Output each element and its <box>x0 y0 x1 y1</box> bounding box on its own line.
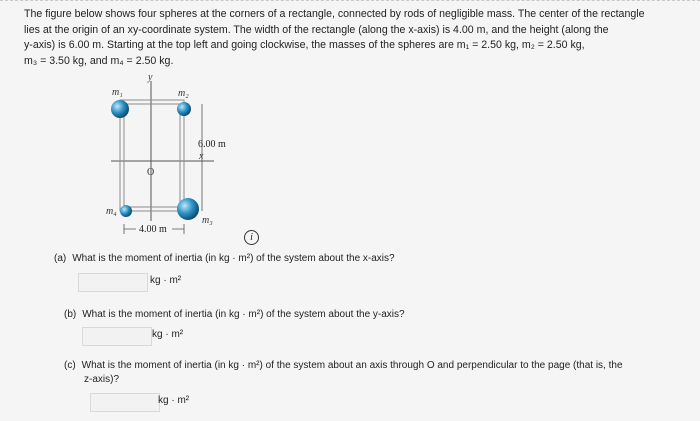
sphere-m1 <box>111 100 129 118</box>
question-c-text: What is the moment of inertia (in kg · m²) of the system about an axis through O and perpendicular to the page (that is, the <box>81 360 623 371</box>
question-c-label: (c) <box>64 360 76 371</box>
question-a <box>54 253 395 264</box>
x-axis-label: x <box>199 151 204 162</box>
m3-label: m₃ <box>202 215 213 226</box>
rectangle-diagram <box>106 71 251 241</box>
question-b-text: What is the moment of inertia (in kg · m²) of the system about the y-axis? <box>82 309 405 320</box>
m1-label: m₁ <box>112 87 123 98</box>
y-axis-label: y <box>148 72 153 83</box>
answer-a-input[interactable] <box>78 273 148 292</box>
statement-line-2: lies at the origin of an xy-coordinate system. The width of the rectangle (along the x-axis) is 4.00 m, and the height (along the <box>24 23 609 36</box>
statement-line-4: m₃ = 3.50 kg, and m₄ = 2.50 kg. <box>24 54 174 67</box>
units-c: kg · m² <box>158 395 190 406</box>
spheres-figure <box>106 71 251 241</box>
m4-label: m₄ <box>106 206 117 217</box>
problem-statement <box>24 7 694 69</box>
width-label: 4.00 m <box>139 224 167 235</box>
question-c-text-2: z-axis)? <box>84 374 120 385</box>
statement-line-3: y-axis) is 6.00 m. Starting at the top left and going clockwise, the masses of the spheres are m₁ = 2.50 kg, m₂ = 2.50 kg, <box>24 39 585 51</box>
info-icon[interactable]: i <box>244 230 259 245</box>
height-label: 6.00 m <box>198 139 226 150</box>
question-a-text: What is the moment of inertia (in kg · m²) of the system about the x-axis? <box>72 253 395 264</box>
statement-line-1: The figure below shows four spheres at the corners of a rectangle, connected by rods of negligible mass. The center of the rectangle <box>24 8 645 20</box>
units-a: kg · m² <box>150 275 182 286</box>
question-b-label: (b) <box>64 309 77 320</box>
question-a-label: (a) <box>54 253 67 264</box>
units-b: kg · m² <box>152 329 184 340</box>
rods <box>120 100 184 211</box>
sphere-m3 <box>177 198 199 220</box>
answer-b-input[interactable] <box>82 327 152 346</box>
question-c <box>64 360 664 371</box>
sphere-m2 <box>177 102 191 116</box>
origin-label: O <box>147 167 155 178</box>
sphere-m4 <box>120 205 132 217</box>
question-b <box>64 309 405 320</box>
answer-c-input[interactable] <box>90 393 160 412</box>
m2-label: m₂ <box>178 88 189 99</box>
